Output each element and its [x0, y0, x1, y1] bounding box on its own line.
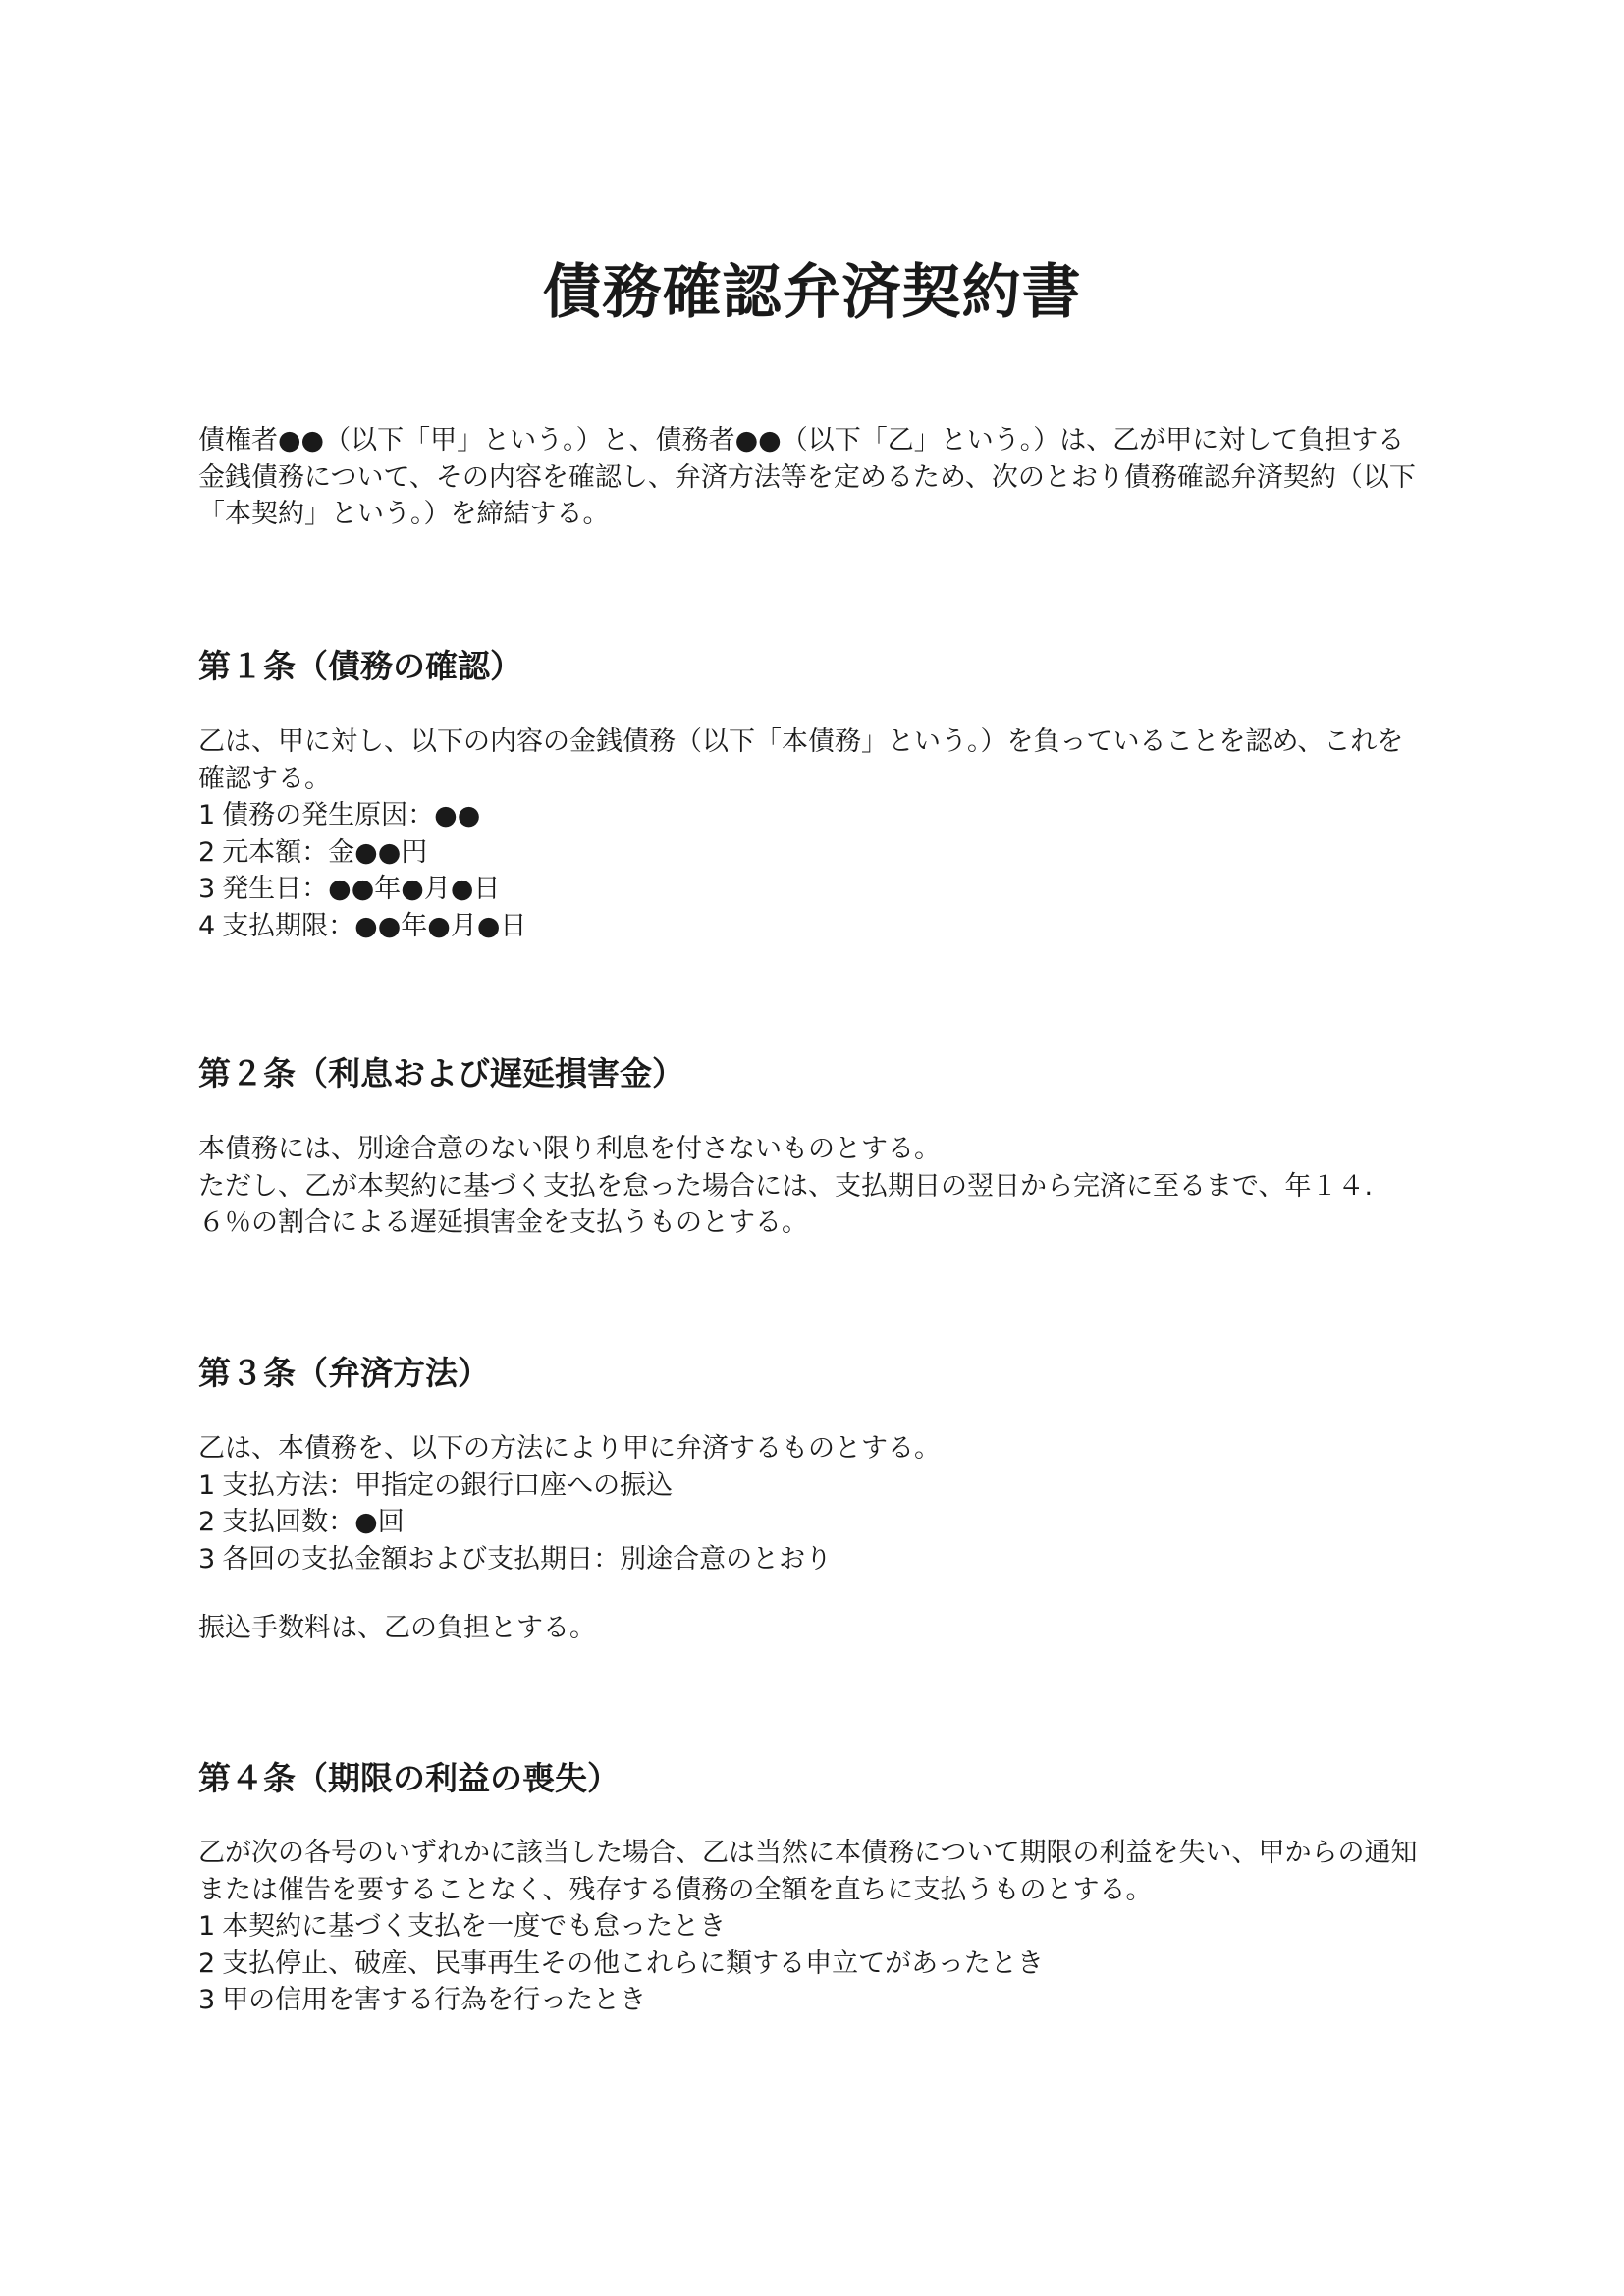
- item-number: 3: [198, 1543, 216, 1575]
- article-4-body: [198, 1835, 1426, 2019]
- list-item: [198, 1541, 1426, 1578]
- item-text: 各回の支払金額および支払期日：別途合意のとおり: [222, 1543, 833, 1575]
- article-3-list: [198, 1468, 1426, 1578]
- list-item: [198, 871, 1426, 908]
- list-item: [198, 908, 1426, 945]
- item-text: 支払期限：●●年●月●日: [222, 910, 527, 941]
- item-text: 甲の信用を害する行為を行ったとき: [222, 1985, 647, 2015]
- list-item: [198, 1982, 1426, 2019]
- item-text: 元本額：金●●円: [222, 836, 428, 868]
- article-3-heading: 第３条（弁済方法）: [198, 1354, 490, 1392]
- preamble-text: 債権者●●（以下「甲」という。）と、債務者●●（以下「乙」という。）は、乙が甲に対して負担する金銭債務について、その内容を確認し、弁済方法等を定めるため、次のとおり債務確認弁済契約（以下「本契約」という。）を締結する。: [198, 425, 1416, 529]
- item-number: 1: [198, 1469, 216, 1501]
- article-1-list: [198, 797, 1426, 944]
- item-number: 2: [198, 1948, 216, 1979]
- article-3-body: [198, 1430, 1426, 1577]
- list-item: [198, 1468, 1426, 1505]
- item-text: 債務の発生原因：●●: [222, 800, 481, 830]
- item-number: 1: [198, 800, 216, 830]
- article-1-heading: 第１条（債務の確認）: [198, 647, 522, 685]
- list-item: [198, 834, 1426, 872]
- article-2-paragraph: ただし、乙が本契約に基づく支払を怠った場合には、支払期日の翌日から完済に至るまで、年１４.６％の割合による遅延損害金を支払うものとする。: [198, 1170, 1374, 1238]
- article-3-note: 振込手数料は、乙の負担とする。: [198, 1613, 596, 1643]
- article-1-intro: 乙は、甲に対し、以下の内容の金銭債務（以下「本債務」という。）を負っていることを認め、これを確認する。: [198, 726, 1404, 794]
- item-number: 2: [198, 836, 216, 868]
- article-4-list: [198, 1908, 1426, 2019]
- item-number: 4: [198, 910, 216, 941]
- list-item: [198, 797, 1426, 834]
- item-text: 発生日：●●年●月●日: [222, 874, 501, 904]
- article-3-intro: 乙は、本債務を、以下の方法により甲に弁済するものとする。: [198, 1433, 941, 1464]
- article-1-body: [198, 723, 1426, 944]
- article-2-body: [198, 1131, 1426, 1242]
- document-title: 債務確認弁済契約書: [542, 258, 1082, 327]
- item-text: 本契約に基づく支払を一度でも怠ったとき: [222, 1911, 727, 1942]
- article-3-note-block: [198, 1610, 1426, 1647]
- list-item: [198, 1946, 1426, 1983]
- article-4-heading: 第４条（期限の利益の喪失）: [198, 1759, 620, 1797]
- item-text: 支払回数：●回: [222, 1507, 405, 1537]
- article-2-paragraph: 本債務には、別途合意のない限り利息を付さないものとする。: [198, 1134, 941, 1164]
- item-number: 2: [198, 1507, 216, 1537]
- item-number: 3: [198, 1985, 216, 2015]
- article-2-heading: 第２条（利息および遅延損害金）: [198, 1054, 684, 1093]
- article-4-intro: 乙が次の各号のいずれかに該当した場合、乙は当然に本債務について期限の利益を失い、甲からの通知または催告を要することなく、残存する債務の全額を直ちに支払うものとする。: [198, 1838, 1418, 1905]
- list-item: [198, 1504, 1426, 1541]
- list-item: [198, 1908, 1426, 1946]
- item-number: 3: [198, 874, 216, 904]
- item-number: 1: [198, 1911, 216, 1942]
- item-text: 支払停止、破産、民事再生その他これらに類する申立てがあったとき: [222, 1948, 1044, 1979]
- preamble: [198, 422, 1426, 533]
- item-text: 支払方法：甲指定の銀行口座への振込: [222, 1469, 674, 1501]
